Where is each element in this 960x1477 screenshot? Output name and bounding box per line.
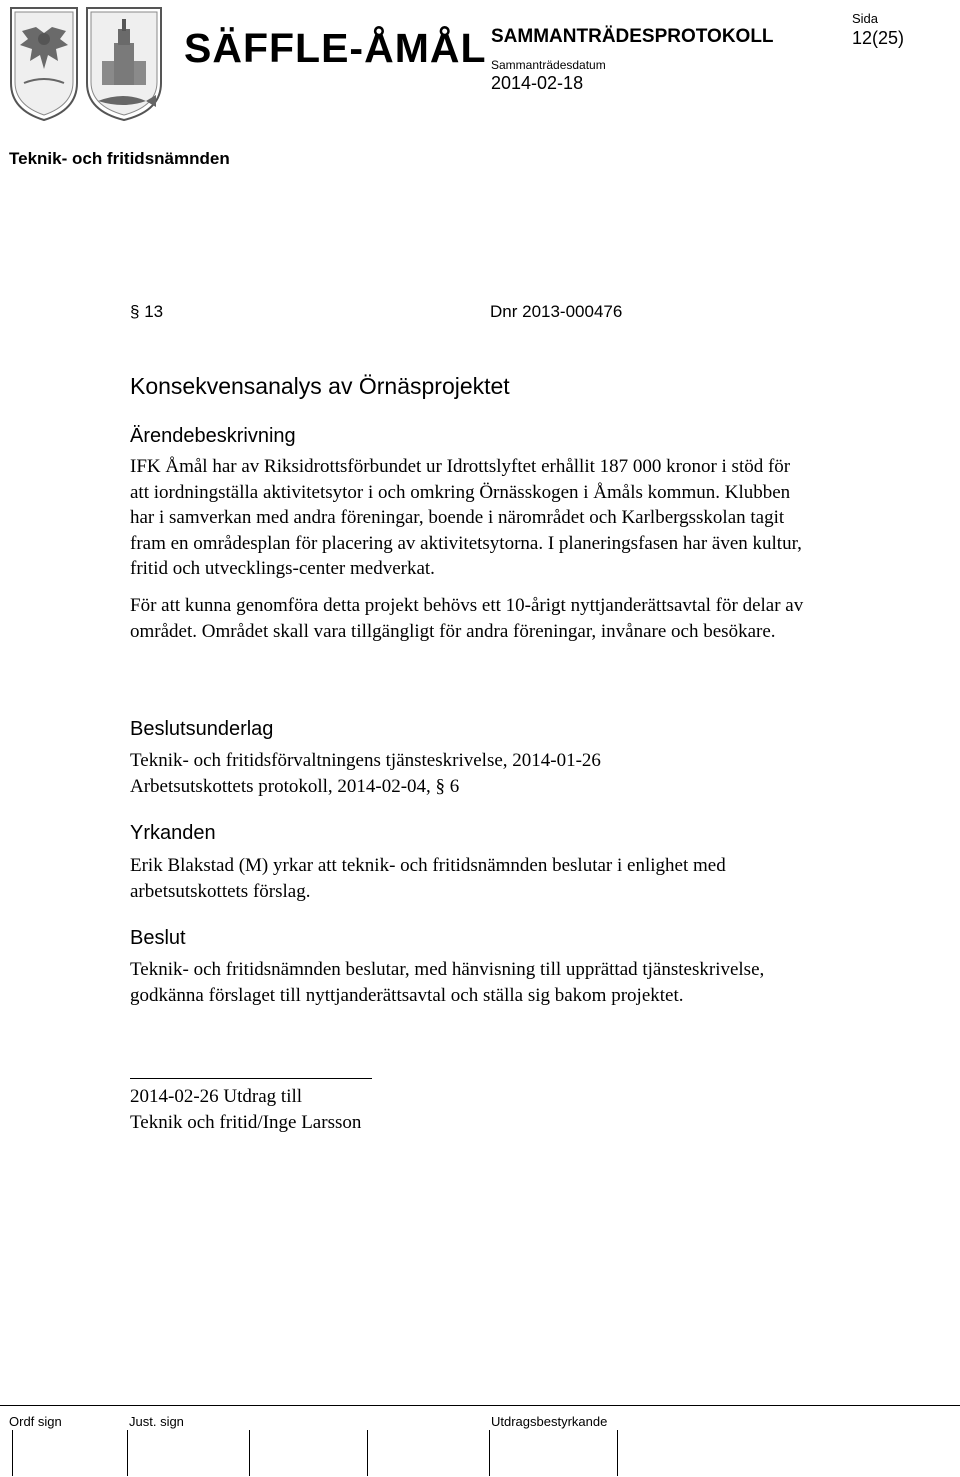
utdrag-line-1: 2014-02-26 Utdrag till [130,1086,303,1107]
document-title: SAMMANTRÄDESPROTOKOLL [491,26,774,47]
signature-box-divider [249,1430,250,1476]
footer-just-sign: Just. sign [129,1414,184,1429]
municipality-crest-saffle [8,5,80,123]
utdrag-line-2: Teknik och fritid/Inge Larsson [130,1111,362,1133]
beslut-text: Teknik- och fritidsnämnden beslutar, med hänvisning till upprättad tjänsteskrivelse, godkänna förslaget till nyttjanderättsavtal och ställa sig bakom projektet. [130,959,765,1006]
signature-box-divider [12,1430,13,1476]
underlag-list [130,748,810,799]
underlag-item-2: Arbetsutskottets protokoll, 2014-02-04, § 6 [130,775,460,797]
divider [130,1078,372,1079]
arende-text [130,454,810,644]
signature-box-divider [127,1430,128,1476]
heading-arendebeskrivning: Ärendebeskrivning [130,425,296,447]
item-title: Konsekvensanalys av Örnäsprojektet [130,373,510,399]
page-label: Sida [852,11,879,26]
footer-ordf-sign: Ordf sign [9,1414,62,1429]
meeting-date-label: Sammanträdesdatum [491,58,606,72]
signature-box-divider [617,1430,618,1476]
heading-beslutsunderlag: Beslutsunderlag [130,718,274,740]
heading-beslut: Beslut [130,927,186,949]
arende-paragraph-1: IFK Åmål har av Riksidrottsförbundet ur Idrottslyftet erhållit 187 000 kronor i stöd för att iordningställa aktivitetsytor i och omkring Örnässkogen i Åmåls kommun. Klubben har i samverkan med andra föreningar, boende i närområdet och Karlbergsskolan tagit fram en områdesplan för placering av aktivitetsytorna. I planeringsfasen har även kultur, fritid och utvecklings-center medverkat. [130,456,802,580]
item-dnr: Dnr 2013-000476 [490,302,623,321]
footer-utdragsbestyrkande: Utdragsbestyrkande [491,1414,608,1429]
footer-divider [0,1405,960,1406]
municipality-crest-amal [84,5,164,123]
section-sign-icon: § [130,302,140,321]
brand-wordmark: SÄFFLE-ÅMÅL [184,25,487,71]
item-number [130,302,163,322]
item-number-value: 13 [144,302,164,321]
meeting-date-value: 2014-02-18 [491,73,584,93]
yrkanden-text: Erik Blakstad (M) yrkar att teknik- och fritidsnämnden beslutar i enlighet med arbetsutskottets förslag. [130,855,726,902]
signature-box-divider [489,1430,490,1476]
underlag-item-1: Teknik- och fritidsförvaltningens tjänsteskrivelse, 2014-01-26 [130,750,601,771]
committee-name: Teknik- och fritidsnämnden [9,149,230,168]
utdrag-block [130,1084,810,1135]
signature-box-divider [367,1430,368,1476]
heading-yrkanden: Yrkanden [130,822,216,844]
page-number: 12(25) [852,28,905,48]
arende-paragraph-2: För att kunna genomföra detta projekt behövs ett 10-årigt nyttjanderättsavtal för delar av området. Området skall vara tillgängligt för andra föreningar, invånare och besökare. [130,594,804,642]
